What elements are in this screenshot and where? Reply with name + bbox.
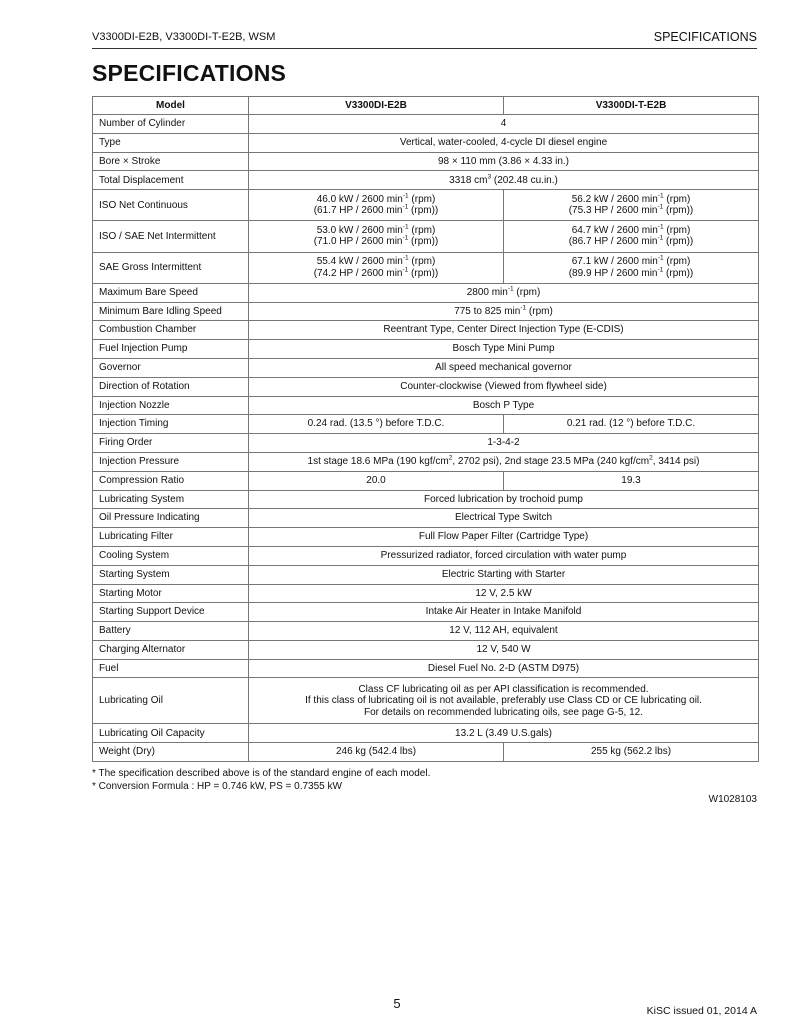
table-row	[93, 678, 759, 724]
table-row	[93, 659, 759, 678]
value-text: (74.2 HP / 2600 min	[313, 267, 403, 279]
row-label: Number of Cylinder	[93, 115, 249, 134]
row-label: Total Displacement	[93, 171, 249, 190]
table-row	[93, 724, 759, 743]
row-value-model-2	[504, 252, 759, 283]
value-line	[510, 194, 752, 206]
row-label: Battery	[93, 622, 249, 641]
row-value: Pressurized radiator, forced circulation with water pump	[249, 546, 759, 565]
value-text: 64.7 kW / 2600 min	[571, 224, 658, 236]
value-text: (61.7 HP / 2600 min	[313, 205, 403, 217]
table-row	[93, 509, 759, 528]
row-label: Compression Ratio	[93, 471, 249, 490]
table-row	[93, 640, 759, 659]
value-text: (rpm))	[663, 267, 694, 279]
row-value-model-1	[249, 221, 504, 252]
footnote: * Conversion Formula : HP = 0.746 kW, PS = 0.7355 kW	[92, 781, 342, 792]
table-row	[93, 115, 759, 134]
row-value-model-2: 19.3	[504, 471, 759, 490]
row-label: Direction of Rotation	[93, 377, 249, 396]
value-text: (rpm))	[663, 236, 694, 248]
value-text: (rpm))	[663, 205, 694, 217]
row-label: Oil Pressure Indicating	[93, 509, 249, 528]
row-value	[249, 452, 759, 471]
table-header-row	[93, 97, 759, 115]
superscript: -1	[657, 192, 664, 200]
table-row	[93, 434, 759, 453]
value-text: 46.0 kW / 2600 min	[316, 193, 403, 205]
footnote: * The specification described above is of the standard engine of each model.	[92, 768, 431, 779]
table-row	[93, 252, 759, 283]
value-line	[255, 225, 497, 237]
value-line	[255, 236, 497, 248]
superscript: -1	[402, 254, 409, 262]
table-row	[93, 584, 759, 603]
value-line	[510, 256, 752, 268]
row-label: Type	[93, 133, 249, 152]
row-value-model-2: 0.21 rad. (12 °) before T.D.C.	[504, 415, 759, 434]
row-value	[249, 302, 759, 321]
table-row	[93, 221, 759, 252]
row-value: 98 × 110 mm (3.86 × 4.33 in.)	[249, 152, 759, 171]
superscript: 2	[448, 454, 453, 462]
row-label: Weight (Dry)	[93, 743, 249, 762]
row-value: Full Flow Paper Filter (Cartridge Type)	[249, 528, 759, 547]
row-value: 1-3-4-2	[249, 434, 759, 453]
document-code: W1028103	[708, 794, 757, 805]
row-value	[249, 171, 759, 190]
row-value	[249, 678, 759, 724]
specifications-table	[92, 96, 759, 762]
table-row	[93, 283, 759, 302]
value-text: 775 to 825 min	[454, 305, 521, 317]
row-label: Fuel Injection Pump	[93, 340, 249, 359]
value-line	[510, 236, 752, 248]
row-value: Reentrant Type, Center Direct Injection Type (E-CDIS)	[249, 321, 759, 340]
row-value-model-1	[249, 190, 504, 221]
page-header	[92, 30, 757, 49]
value-line	[510, 268, 752, 280]
superscript: 3	[487, 173, 492, 181]
value-text: , 3414 psi)	[652, 456, 700, 468]
row-label: Charging Alternator	[93, 640, 249, 659]
row-value-model-1: 0.24 rad. (13.5 °) before T.D.C.	[249, 415, 504, 434]
table-row	[93, 622, 759, 641]
column-header-v3300di-e2b: V3300DI-E2B	[249, 97, 504, 115]
value-text: 56.2 kW / 2600 min	[571, 193, 658, 205]
value-line	[255, 194, 497, 206]
row-label: Combustion Chamber	[93, 321, 249, 340]
table-row	[93, 415, 759, 434]
value-text: (86.7 HP / 2600 min	[568, 236, 658, 248]
value-line: Class CF lubricating oil as per API classification is recommended.	[358, 683, 649, 695]
row-value: 12 V, 2.5 kW	[249, 584, 759, 603]
superscript: -1	[657, 223, 664, 231]
table-row	[93, 743, 759, 762]
table-row	[93, 133, 759, 152]
row-value-model-2	[504, 221, 759, 252]
footnotes	[92, 767, 430, 793]
row-value: Diesel Fuel No. 2-D (ASTM D975)	[249, 659, 759, 678]
value-text: (71.0 HP / 2600 min	[313, 236, 403, 248]
value-text: (rpm)	[408, 256, 436, 268]
value-text: (rpm)	[526, 305, 553, 317]
row-label: Starting Support Device	[93, 603, 249, 622]
value-text: 3318 cm	[449, 174, 488, 186]
value-text: (rpm)	[408, 193, 436, 205]
superscript: 2	[649, 454, 653, 462]
table-row	[93, 321, 759, 340]
row-label: SAE Gross Intermittent	[93, 252, 249, 283]
row-value-model-2: 255 kg (562.2 lbs)	[504, 743, 759, 762]
row-label: Maximum Bare Speed	[93, 283, 249, 302]
table-row	[93, 396, 759, 415]
issue-info: KiSC issued 01, 2014 A	[646, 1005, 757, 1017]
value-line	[510, 205, 752, 217]
superscript: -1	[507, 285, 514, 293]
row-label: Injection Nozzle	[93, 396, 249, 415]
superscript: -1	[657, 235, 664, 243]
table-row	[93, 603, 759, 622]
value-line: If this class of lubricating oil is not available, preferably use Class CD or CE lubricating oil.	[305, 695, 702, 707]
row-label: ISO / SAE Net Intermittent	[93, 221, 249, 252]
value-text: (202.48 cu.in.)	[491, 174, 558, 186]
row-label: Minimum Bare Idling Speed	[93, 302, 249, 321]
row-value: Forced lubrication by trochoid pump	[249, 490, 759, 509]
value-text: (rpm)	[663, 256, 691, 268]
row-value: Electrical Type Switch	[249, 509, 759, 528]
value-line: For details on recommended lubricating oils, see page G-5, 12.	[363, 706, 644, 718]
row-value: Vertical, water-cooled, 4-cycle DI diesel engine	[249, 133, 759, 152]
superscript: -1	[520, 304, 527, 312]
header-section-title: SPECIFICATIONS	[653, 30, 757, 44]
row-label: Lubricating Filter	[93, 528, 249, 547]
superscript: -1	[402, 203, 409, 211]
value-text: (rpm))	[408, 205, 439, 217]
value-line	[255, 268, 497, 280]
table-row	[93, 190, 759, 221]
row-label: Lubricating Oil	[93, 678, 249, 724]
row-value-model-1	[249, 252, 504, 283]
table-row	[93, 171, 759, 190]
value-text: 67.1 kW / 2600 min	[571, 256, 658, 268]
row-value: All speed mechanical governor	[249, 358, 759, 377]
superscript: -1	[402, 266, 409, 274]
row-value: Counter-clockwise (Viewed from flywheel side)	[249, 377, 759, 396]
row-label: Firing Order	[93, 434, 249, 453]
row-label: Lubricating System	[93, 490, 249, 509]
table-row	[93, 358, 759, 377]
value-text: 2800 min	[466, 286, 508, 298]
row-label: Starting System	[93, 565, 249, 584]
row-value-model-1: 246 kg (542.4 lbs)	[249, 743, 504, 762]
row-value: 12 V, 112 AH, equivalent	[249, 622, 759, 641]
superscript: -1	[657, 266, 664, 274]
row-label: Fuel	[93, 659, 249, 678]
row-value: Intake Air Heater in Intake Manifold	[249, 603, 759, 622]
value-text: (rpm)	[663, 224, 691, 236]
value-text: , 2702 psi), 2nd stage 23.5 MPa (240 kgf/cm	[452, 456, 650, 468]
superscript: -1	[402, 235, 409, 243]
row-value: 12 V, 540 W	[249, 640, 759, 659]
value-text: (75.3 HP / 2600 min	[568, 205, 658, 217]
page-title: SPECIFICATIONS	[92, 60, 287, 86]
value-text: (rpm))	[408, 267, 439, 279]
row-label: Injection Timing	[93, 415, 249, 434]
table-row	[93, 377, 759, 396]
table-row	[93, 490, 759, 509]
value-line	[255, 256, 497, 268]
row-value: Electric Starting with Starter	[249, 565, 759, 584]
table-row	[93, 471, 759, 490]
table-row	[93, 452, 759, 471]
row-value: Bosch Type Mini Pump	[249, 340, 759, 359]
table-row	[93, 546, 759, 565]
row-label: Lubricating Oil Capacity	[93, 724, 249, 743]
row-value	[249, 283, 759, 302]
superscript: -1	[657, 254, 664, 262]
column-header-model: Model	[93, 97, 249, 115]
value-text: (rpm)	[663, 193, 691, 205]
value-text: 53.0 kW / 2600 min	[316, 224, 403, 236]
table-row	[93, 565, 759, 584]
value-text: (rpm)	[408, 224, 436, 236]
header-manual-title: V3300DI-E2B, V3300DI-T-E2B, WSM	[92, 31, 276, 43]
page-number: 5	[393, 996, 401, 1011]
row-label: Starting Motor	[93, 584, 249, 603]
value-text: (89.9 HP / 2600 min	[568, 267, 658, 279]
value-text: 55.4 kW / 2600 min	[316, 256, 403, 268]
table-row	[93, 152, 759, 171]
row-value-model-2	[504, 190, 759, 221]
row-label: Bore × Stroke	[93, 152, 249, 171]
row-value-model-1: 20.0	[249, 471, 504, 490]
superscript: -1	[402, 192, 409, 200]
column-header-v3300di-t-e2b: V3300DI-T-E2B	[504, 97, 759, 115]
row-label: Governor	[93, 358, 249, 377]
value-text: 1st stage 18.6 MPa (190 kgf/cm	[307, 456, 449, 468]
table-row	[93, 302, 759, 321]
row-value: Bosch P Type	[249, 396, 759, 415]
table-row	[93, 340, 759, 359]
superscript: -1	[657, 203, 664, 211]
value-text: (rpm))	[408, 236, 439, 248]
value-text: (rpm)	[513, 286, 541, 298]
row-label: Cooling System	[93, 546, 249, 565]
value-line	[510, 225, 752, 237]
superscript: -1	[402, 223, 409, 231]
row-value: 4	[249, 115, 759, 134]
row-label: ISO Net Continuous	[93, 190, 249, 221]
table-row	[93, 528, 759, 547]
value-line	[255, 205, 497, 217]
row-value: 13.2 L (3.49 U.S.gals)	[249, 724, 759, 743]
row-label: Injection Pressure	[93, 452, 249, 471]
